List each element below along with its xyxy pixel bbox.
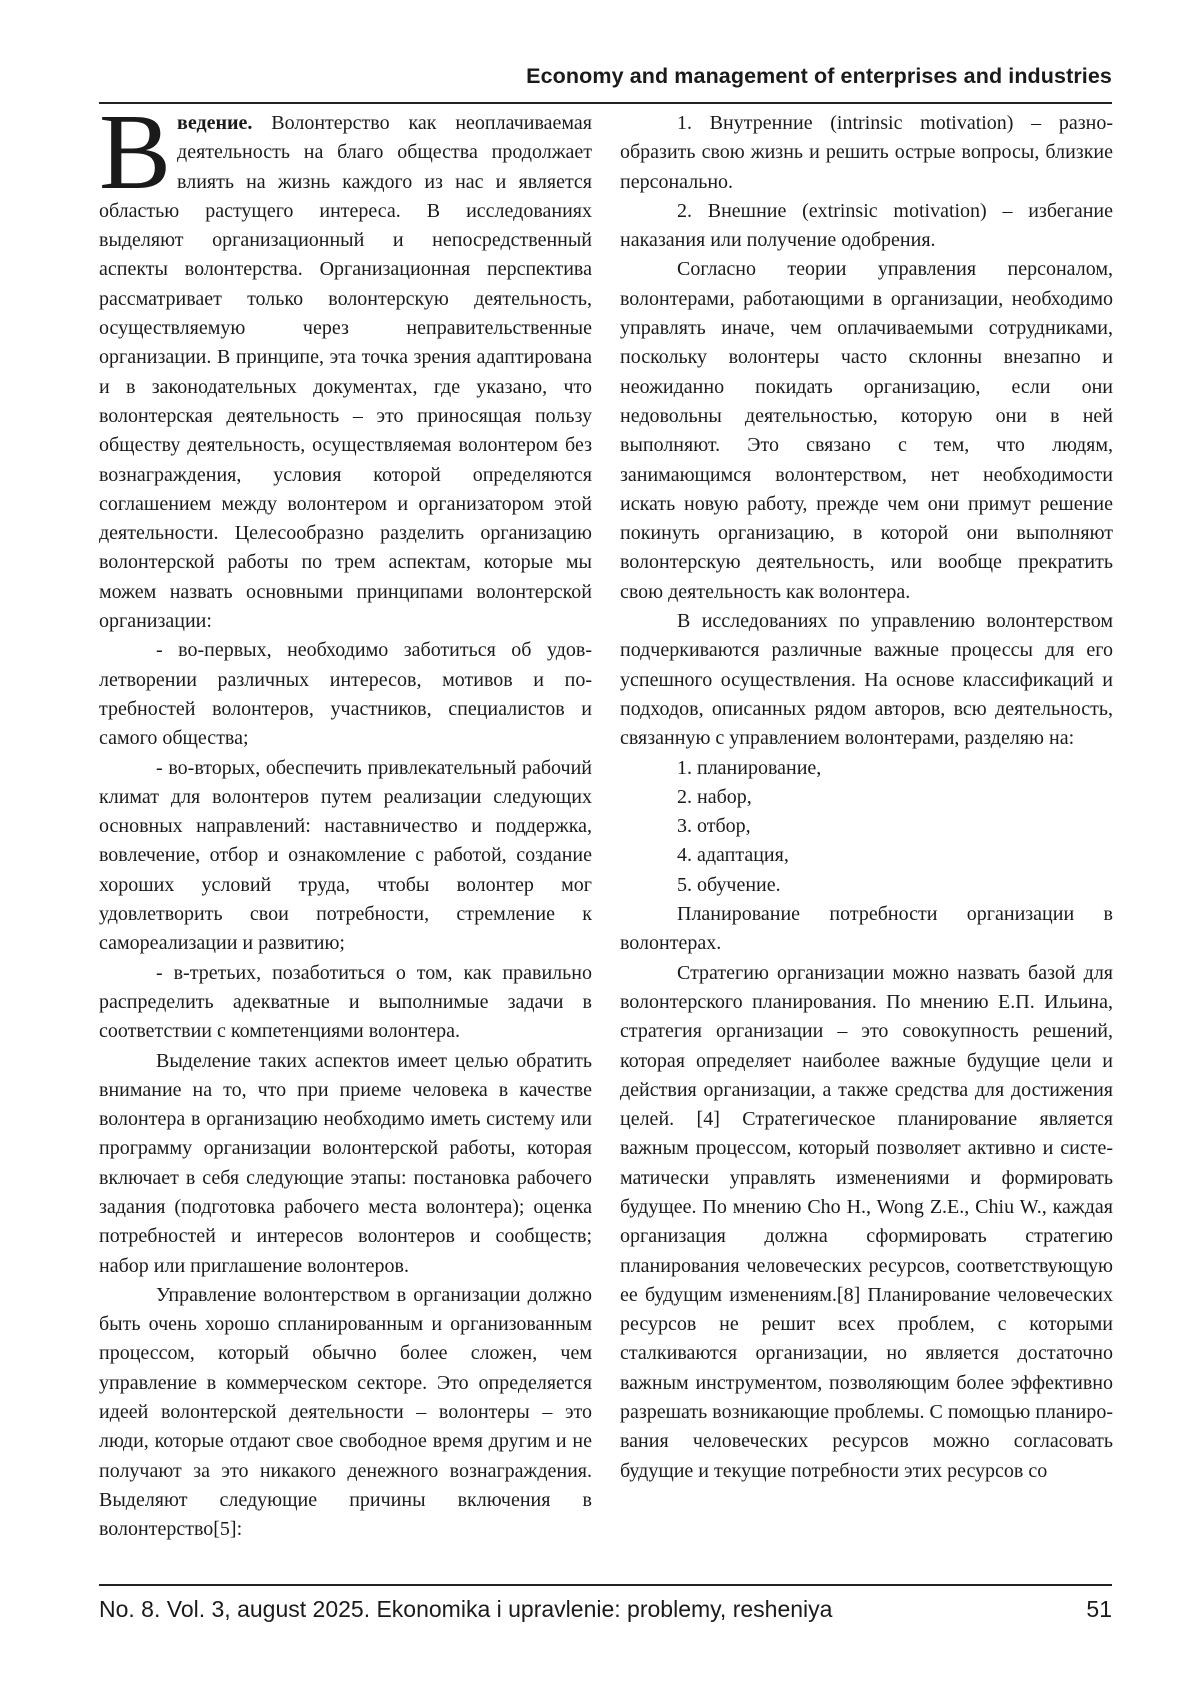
list-item: 3. отбор, (677, 815, 751, 838)
drop-cap: В (99, 109, 172, 212)
paragraph-first-principle: - во-первых, необходимо заботиться об удовлетворении различных интересов, мотивов и потребностей волонтеров, участников, специалистов и самого общества; (99, 639, 592, 750)
header-rule (99, 102, 1112, 104)
list-item: 4. адаптация, (677, 844, 789, 867)
page-footer (99, 1596, 1112, 1623)
list-item: 1. планирование, (677, 756, 822, 779)
intro-paragraph (99, 109, 592, 636)
paragraph-second-principle: - во-вторых, обеспечить привлекательный рабочий климат для волонтеров путем реализации следующих основных направлений: наставничество и поддержка, вовлечение, отбор и ознакомление с работой, создание хороших условий труда, чтобы волонтер мог удовлетворить свои потребности, стремление к самореализации и развитию; (99, 756, 592, 955)
list-item: 2. набор, (677, 785, 752, 808)
paragraph-aspects: Выделение таких аспектов имеет целью обратить внимание на то, что при приеме человека в качестве волонтера в организацию необходимо иметь систему или программу организации волонтерской работы, которая включает в себя следующие этапы: постановка рабочего задания (подготовка рабочего места волонтера); оценка потребностей и интересов волонтеров и сообществ; набор или приглашение волонтеров. (99, 1049, 592, 1277)
footer-rule (99, 1584, 1112, 1586)
paragraph-management: Управление волонтерством в организации должно быть очень хорошо спланированным и организованным процессом, который обычно более сложен, чем управление в коммерческом секторе. Это определяется идеей волонтерской деятельности – волонтеры – это люди, которые отдают свое свободное время другим и не получают за это никакого денежного вознаграждения. Выделяют следующие причины включения в волонтерство[5]: (99, 1283, 592, 1541)
intro-text: Волонтерство как неоплачиваемая деятельность на благо общества продолжает влиять на жизнь каждого из нас и является областью растущего интереса. В исследованиях выделяют организационный и непосредственный аспекты волонтерства. Организационная перспектива рассматривает только волонтерскую деятельность, осуществляемую через неправительственные организации. В принципе, эта точка зрения адаптирована и в законодательных документах, где указано, что волонтерская деятельность – это приносящая пользу обществу деятельность, осуществляемая волонтером без вознаграждения, условия которой определяются соглашением между волонтером и организатором этой деятельности. Целесообразно разделить организацию волонтерской работы по трем аспектам, которые мы можем назвать основными принципами волонтерской организации: (99, 112, 592, 633)
paragraph-extrinsic: 2. Внешние (extrinsic motivation) – избегание наказания или получение одобрения. (620, 199, 1113, 252)
paragraph-third-principle: - в-третьих, позаботиться о том, как правильно распределить адекватные и выполнимые задачи в соответствии с компетенциями волонтера. (99, 961, 592, 1043)
paragraph-intrinsic: 1. Внутренние (intrinsic motivation) – разнообразить свою жизнь и решить острые вопросы, близкие персонально. (620, 112, 1113, 193)
left-column (99, 109, 592, 1574)
paragraph-strategy: Стратегию организации можно назвать базой для волонтерского планирования. По мнению Е.П. Ильина, стратегия организации – это совокупность решений, которая определяет наиболее важные будущие цели и действия организации, а также средства для достижения целей. [4] Стратегическое планирование является важным процессом, который позволяет активно и систематически управлять изменениями и формировать будущее. По мнению Cho H., Wong Z.E., Chiu W., каждая организация должна сформировать стратегию планирования человеческих ресурсов, соответствующую ее будущим изменениям.[8] Планирование человеческих ресурсов не решит всех проблем, с которыми сталкиваются организации, но является достаточно важным инструментом, позволяющим более эффективно разрешать возникающие проблемы. С помощью планирования человеческих ресурсов можно согласовать будущие и текущие потребности этих ресурсов со (620, 961, 1113, 1482)
running-header: Economy and management of enterprises and industries (526, 64, 1112, 88)
page-number: 51 (1086, 1596, 1112, 1622)
right-column (620, 109, 1113, 1574)
paragraph-planning-heading: Планирование потребности организации в волонтерах. (620, 903, 1113, 955)
journal-citation: No. 8. Vol. 3, august 2025. Ekonomika i upravlenie: problemy, resheniya (99, 1596, 833, 1622)
paragraph-research: В исследованиях по управлению волонтерством подчеркиваются различные важные процессы для его успешного осуществления. На основе классификаций и подходов, описанных рядом авторов, всю деятельность, связанную с управлением волонтерами, разделяю на: (620, 610, 1113, 750)
paragraph-hr-theory: Согласно теории управления персоналом, волонтерами, работающими в организации, необходимо управлять иначе, чем оплачиваемыми сотрудниками, поскольку волонтеры часто склонны внезапно и неожиданно покидать организацию, если они недовольны деятельностью, которую они в ней выполняют. Это связано с тем, что людям, занимающимся волонтерством, нет необходимости искать новую работу, прежде чем они примут решение покинуть организацию, в которой они выполняют волонтерскую деятельность, или вообще прекратить свою деятельность как волонтера. (620, 258, 1113, 603)
list-item: 5. обучение. (677, 873, 781, 896)
intro-heading: ведение. (177, 112, 253, 134)
